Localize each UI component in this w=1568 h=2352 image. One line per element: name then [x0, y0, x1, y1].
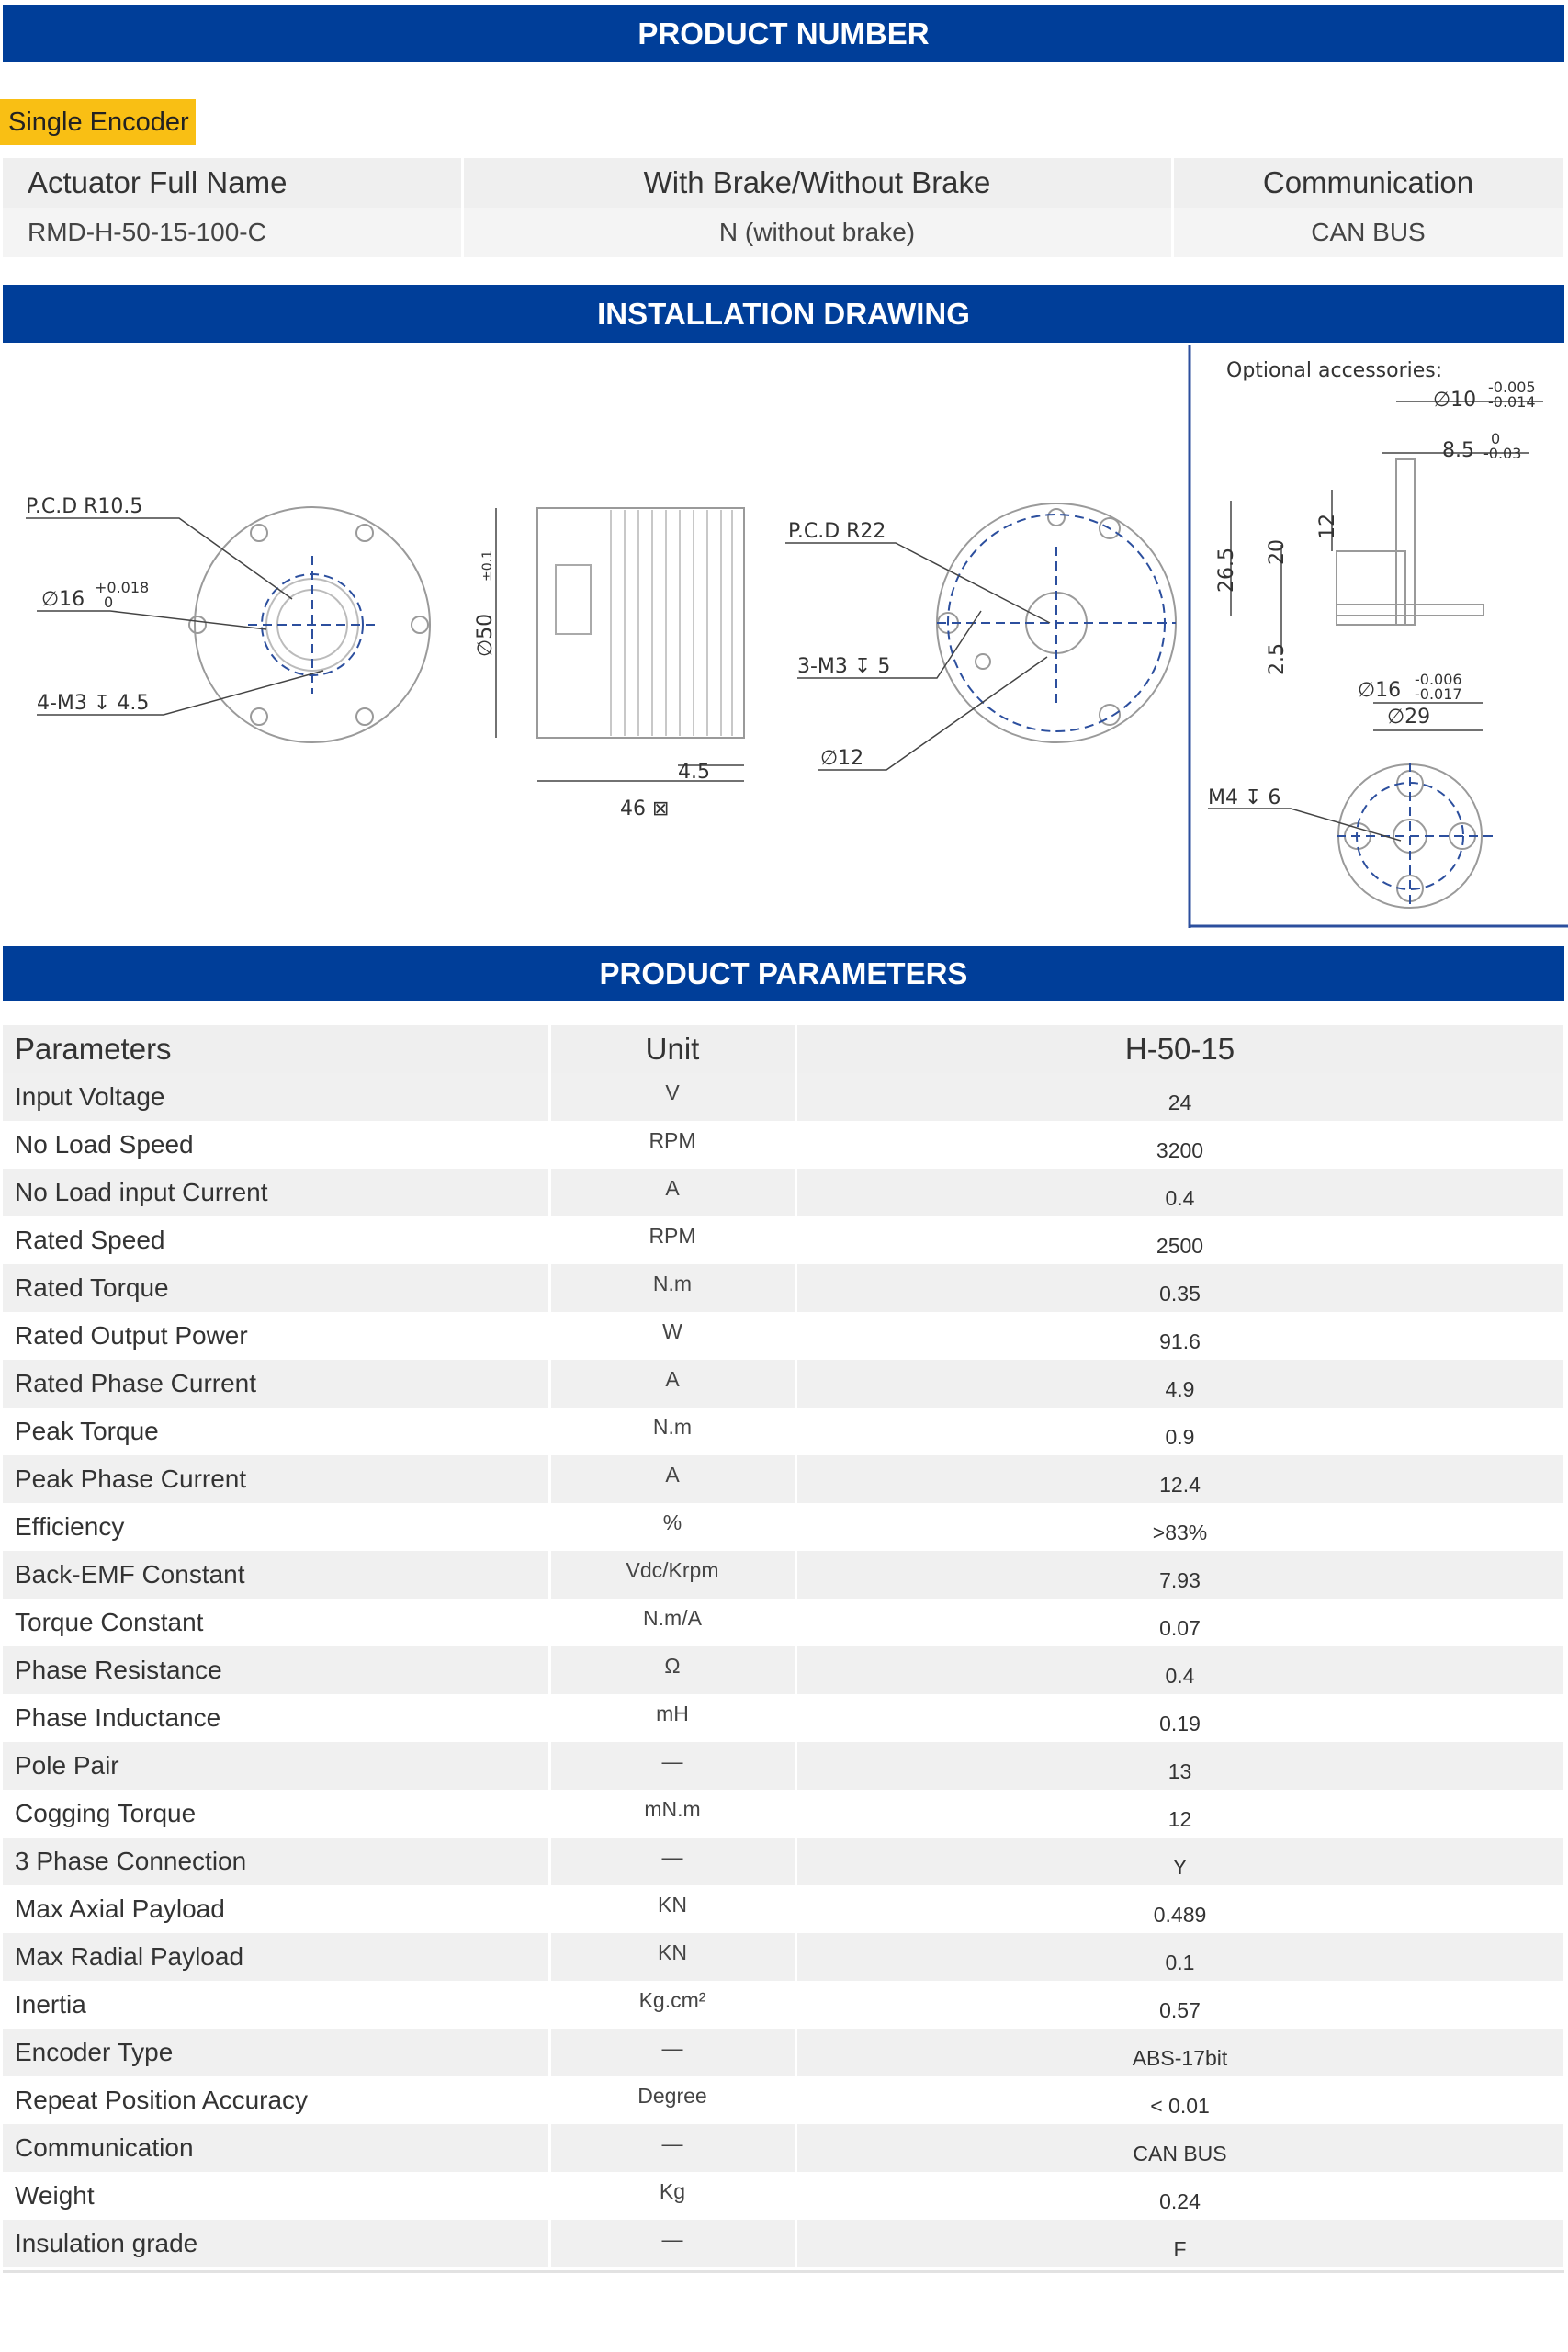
table-row [3, 1264, 1564, 1312]
parameter-value: 0.57 [795, 1981, 1564, 2029]
label-dia16: ∅16 [41, 588, 85, 611]
label-acc-dia10: ∅10 [1433, 389, 1477, 412]
parameter-value: 0.1 [795, 1933, 1564, 1981]
parameter-value: CAN BUS [795, 2124, 1564, 2172]
label-dia16-tol-upper: +0.018 [95, 579, 150, 596]
parameter-value: ABS-17bit [795, 2029, 1564, 2076]
parameter-unit: Degree [549, 2076, 795, 2124]
parameter-name: Weight [3, 2172, 549, 2220]
parameter-unit: KN [549, 1933, 795, 1981]
single-encoder-label: Single Encoder [8, 107, 189, 137]
parameter-value: 0.4 [795, 1169, 1564, 1216]
label-acc-8-5-tol-lower: -0.03 [1483, 445, 1522, 462]
parameter-name: Encoder Type [3, 2029, 549, 2076]
table-row [3, 1981, 1564, 2029]
parameter-value: F [795, 2220, 1564, 2267]
label-acc-dia16-tol-lower: -0.017 [1415, 685, 1462, 703]
parameter-unit: A [549, 1360, 795, 1408]
header-parameters: Parameters [3, 1025, 549, 1073]
label-acc-8-5-tol-upper: 0 [1491, 430, 1501, 447]
parameter-value: 0.35 [795, 1264, 1564, 1312]
table-row [3, 1694, 1564, 1742]
parameter-unit: Ω [549, 1646, 795, 1694]
table-row [3, 1408, 1564, 1455]
parameter-name: Phase Inductance [3, 1694, 549, 1742]
parameter-value: >83% [795, 1503, 1564, 1551]
parameter-value: 0.24 [795, 2172, 1564, 2220]
table-bottom-border [3, 2270, 1564, 2273]
label-3-m3: 3-M3 ↧ 5 [797, 655, 891, 678]
parameter-unit: V [549, 1073, 795, 1121]
header-unit: Unit [549, 1025, 795, 1073]
label-acc-m4: M4 ↧ 6 [1208, 786, 1281, 809]
table-row [3, 1790, 1564, 1838]
table-row [3, 2172, 1564, 2220]
parameter-name: Rated Torque [3, 1264, 549, 1312]
parameter-value: 91.6 [795, 1312, 1564, 1360]
product-parameters-title: PRODUCT PARAMETERS [599, 956, 968, 990]
parameter-name: Input Voltage [3, 1073, 549, 1121]
table-row [3, 2220, 1564, 2267]
parameter-unit: mN.m [549, 1790, 795, 1838]
table-row [3, 1885, 1564, 1933]
parameter-name: No Load Speed [3, 1121, 549, 1169]
parameter-value: 0.9 [795, 1408, 1564, 1455]
parameter-unit: RPM [549, 1216, 795, 1264]
parameters-table [3, 1025, 1566, 2267]
parameter-unit: — [549, 2124, 795, 2172]
parameter-unit: N.m/A [549, 1599, 795, 1646]
parameter-name: Rated Speed [3, 1216, 549, 1264]
header-brake: With Brake/Without Brake [462, 158, 1172, 208]
product-number-header-row [3, 158, 1564, 208]
product-number-banner [3, 5, 1564, 62]
parameter-value: 7.93 [795, 1551, 1564, 1599]
parameter-name: Rated Output Power [3, 1312, 549, 1360]
parameter-name: Max Radial Payload [3, 1933, 549, 1981]
label-dia12: ∅12 [820, 747, 864, 770]
parameter-name: No Load input Current [3, 1169, 549, 1216]
product-number-title: PRODUCT NUMBER [637, 16, 930, 51]
label-acc-dia16-tol-upper: -0.006 [1415, 671, 1462, 688]
parameter-value: 0.19 [795, 1694, 1564, 1742]
optional-accessories-label: Optional accessories: [1226, 359, 1443, 382]
label-pcd-r10-5: P.C.D R10.5 [26, 495, 143, 518]
label-acc-dia10-tol-lower: -0.014 [1488, 393, 1536, 411]
parameter-unit: KN [549, 1885, 795, 1933]
parameter-unit: A [549, 1455, 795, 1503]
table-row [3, 1646, 1564, 1694]
parameter-name: Efficiency [3, 1503, 549, 1551]
header-model: H-50-15 [795, 1025, 1564, 1073]
header-actuator-full-name: Actuator Full Name [3, 158, 462, 208]
parameter-unit: RPM [549, 1121, 795, 1169]
parameter-name: 3 Phase Connection [3, 1838, 549, 1885]
product-number-table [3, 158, 1566, 257]
parameter-value: 24 [795, 1073, 1564, 1121]
parameters-header-row [3, 1025, 1564, 1073]
communication-type: CAN BUS [1172, 208, 1564, 257]
parameter-name: Max Axial Payload [3, 1885, 549, 1933]
table-row [3, 1503, 1564, 1551]
label-acc-dia10-tol-upper: -0.005 [1488, 379, 1536, 396]
parameter-unit: N.m [549, 1408, 795, 1455]
parameter-value: 13 [795, 1742, 1564, 1790]
parameter-name: Communication [3, 2124, 549, 2172]
label-dia50-tol: ±0.1 [480, 550, 495, 582]
table-row [3, 1838, 1564, 1885]
brake-option: N (without brake) [462, 208, 1172, 257]
parameter-value: 12 [795, 1790, 1564, 1838]
installation-drawing-title: INSTALLATION DRAWING [597, 296, 970, 331]
parameter-unit: mH [549, 1694, 795, 1742]
table-row [3, 1599, 1564, 1646]
label-pcd-r22: P.C.D R22 [788, 520, 886, 543]
parameter-name: Pole Pair [3, 1742, 549, 1790]
parameter-value: 4.9 [795, 1360, 1564, 1408]
parameter-name: Insulation grade [3, 2220, 549, 2267]
parameter-unit: A [549, 1169, 795, 1216]
parameter-name: Inertia [3, 1981, 549, 2029]
parameter-unit: — [549, 1838, 795, 1885]
table-row [3, 1169, 1564, 1216]
parameter-value: Y [795, 1838, 1564, 1885]
label-acc-20: 20 [1266, 539, 1289, 565]
table-row [3, 1551, 1564, 1599]
table-row [3, 1933, 1564, 1981]
single-encoder-tag [0, 99, 196, 145]
label-acc-2-5: 2.5 [1266, 643, 1289, 675]
label-4-m3: 4-M3 ↧ 4.5 [37, 692, 150, 715]
label-acc-26-5: 26.5 [1215, 548, 1238, 593]
parameter-name: Torque Constant [3, 1599, 549, 1646]
parameter-value: 3200 [795, 1121, 1564, 1169]
parameter-value: 0.4 [795, 1646, 1564, 1694]
parameter-name: Peak Phase Current [3, 1455, 549, 1503]
product-number-row [3, 208, 1564, 257]
table-row [3, 1742, 1564, 1790]
parameter-unit: — [549, 2220, 795, 2267]
table-row [3, 1073, 1564, 1121]
label-acc-8-5: 8.5 [1442, 439, 1474, 462]
table-row [3, 1360, 1564, 1408]
table-row [3, 2029, 1564, 2076]
table-row [3, 1121, 1564, 1169]
parameter-name: Peak Torque [3, 1408, 549, 1455]
parameter-name: Back-EMF Constant [3, 1551, 549, 1599]
parameter-unit: W [549, 1312, 795, 1360]
installation-drawing [0, 345, 1568, 933]
parameter-unit: Vdc/Krpm [549, 1551, 795, 1599]
header-communication: Communication [1172, 158, 1564, 208]
parameter-value: 0.07 [795, 1599, 1564, 1646]
parameter-value: 0.489 [795, 1885, 1564, 1933]
parameter-value: < 0.01 [795, 2076, 1564, 2124]
table-row [3, 1216, 1564, 1264]
parameter-unit: Kg.cm² [549, 1981, 795, 2029]
parameter-unit: — [549, 2029, 795, 2076]
label-acc-dia16: ∅16 [1358, 679, 1402, 702]
parameter-name: Repeat Position Accuracy [3, 2076, 549, 2124]
label-acc-12: 12 [1316, 514, 1339, 539]
parameter-name: Phase Resistance [3, 1646, 549, 1694]
label-len-4-5: 4.5 [678, 761, 710, 784]
actuator-full-name: RMD-H-50-15-100-C [3, 208, 462, 257]
table-row [3, 1455, 1564, 1503]
label-acc-dia29: ∅29 [1387, 706, 1431, 729]
parameter-value: 12.4 [795, 1455, 1564, 1503]
parameter-value: 2500 [795, 1216, 1564, 1264]
label-len-46: 46 ⊠ [620, 797, 670, 820]
parameter-unit: % [549, 1503, 795, 1551]
parameter-unit: N.m [549, 1264, 795, 1312]
parameter-unit: — [549, 1742, 795, 1790]
parameter-unit: Kg [549, 2172, 795, 2220]
installation-drawing-banner [3, 285, 1564, 343]
table-row [3, 2124, 1564, 2172]
table-row [3, 1312, 1564, 1360]
label-dia50: ∅50 [474, 613, 497, 657]
parameter-name: Rated Phase Current [3, 1360, 549, 1408]
parameter-name: Cogging Torque [3, 1790, 549, 1838]
table-row [3, 2076, 1564, 2124]
label-dia16-tol-lower: 0 [104, 594, 114, 611]
product-parameters-banner [3, 946, 1564, 1001]
